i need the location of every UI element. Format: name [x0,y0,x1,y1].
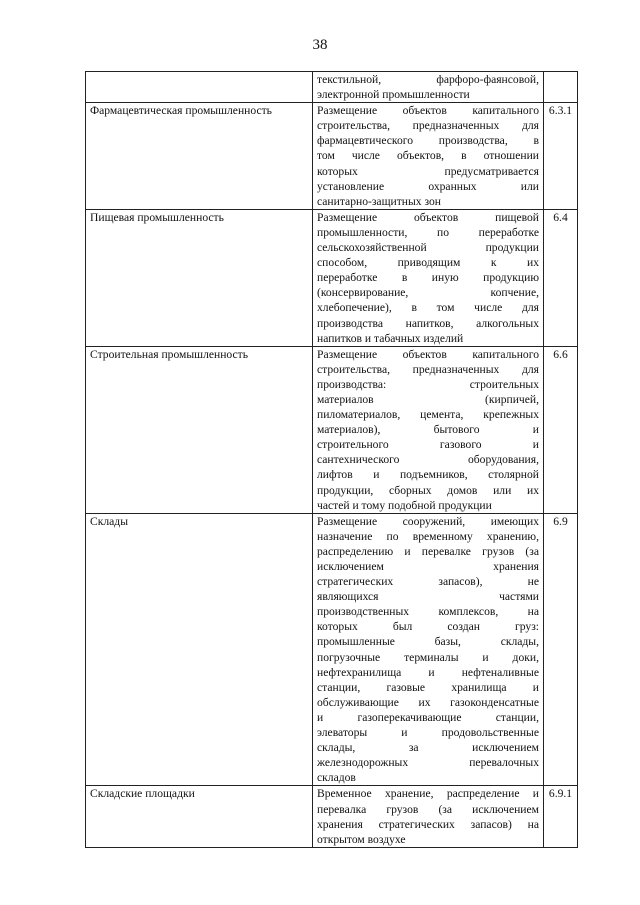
description-line: пиломатериалов, цемента, крепежных [317,408,539,422]
use-type-code-cell: 6.3.1 [544,103,578,210]
description-line: напитков и табачных изделий [317,331,464,345]
description-line: том числе объектов, в отношении [317,149,539,163]
table-body [86,72,578,848]
description-line: фармацевтического производства, в [317,134,539,148]
description-line: перевалка грузов (за исключением [317,802,539,816]
description-line: строительства, предназначенных для [317,362,539,376]
description-line: Размещение сооружений, имеющих [317,514,539,528]
description-line: (консервирование, копчение, [317,286,539,300]
description-line: обслуживающие их газоконденсатные [317,695,539,709]
description-line: открытом воздухе [317,832,406,846]
table-row [86,72,578,103]
use-type-name-cell: Строительная промышленность [86,346,313,513]
description-line: промышленности, по переработке [317,225,539,239]
description-line: продукции, сборных домов или их [317,483,539,497]
use-type-description-cell [313,513,544,786]
description-line: Временное хранение, распределение и [317,787,539,801]
description-line: промышленные базы, склады, [317,635,539,649]
description-line: нефтехранилища и нефтеналивные [317,665,539,679]
description-line: Размещение объектов капитального [317,347,539,361]
description-line: способом, приводящим к их [317,256,539,270]
use-type-name-cell [86,72,313,103]
land-use-table [85,71,578,848]
description-line: и газоперекачивающие станции, [317,710,539,724]
description-line: назначение по временному хранению, [317,529,539,543]
description-line: склады, за исключением [317,741,539,755]
description-line: материалов (кирпичей, [317,392,539,406]
description-line: сельскохозяйственной продукции [317,241,539,255]
description-line: которых был создан груз: [317,620,539,634]
description-line: хранения стратегических запасов) на [317,817,539,831]
description-line: распределению и перевалке грузов (за [317,544,539,558]
use-type-description-cell [313,72,544,103]
description-line: текстильной, фарфоро-фаянсовой, [317,73,539,86]
description-line: станции, газовые хранилища и [317,680,539,694]
description-line: складов [317,771,356,785]
use-type-name-cell: Склады [86,513,313,786]
description-line: которых предусматривается [317,164,539,178]
description-line: электронной промышленности [317,88,470,102]
description-line: строительного газового и [317,438,539,452]
description-line: погрузочные терминалы и доки, [317,650,539,664]
description-line: строительства, предназначенных для [317,119,539,133]
use-type-name-cell: Пищевая промышленность [86,209,313,346]
use-type-code-cell: 6.9 [544,513,578,786]
use-type-description-cell [313,103,544,210]
description-line: установление охранных или [317,179,539,193]
description-line: сантехнического оборудования, [317,453,539,467]
description-line: элеваторы и продовольственные [317,726,539,740]
use-type-code-cell: 6.6 [544,346,578,513]
description-line: материалов), бытового и [317,423,539,437]
table-row [86,786,578,847]
description-line: переработке в иную продукцию [317,271,539,285]
description-line: являющихся частями [317,590,539,604]
use-type-description-cell [313,346,544,513]
description-line: производства: строительных [317,377,539,391]
description-line: Размещение объектов капитального [317,104,539,118]
use-type-code-cell: 6.4 [544,209,578,346]
description-line: хлебопечение), в том числе для [317,301,539,315]
use-type-code-cell: 6.9.1 [544,786,578,847]
description-line: стратегических запасов), не [317,575,539,589]
table-row [86,209,578,346]
description-line: санитарно-защитных зон [317,194,441,208]
description-line: производственных комплексов, на [317,605,539,619]
use-type-name-cell: Фармацевтическая промышленность [86,103,313,210]
description-line: частей и тому подобной продукции [317,498,492,512]
use-type-code-cell [544,72,578,103]
use-type-description-cell [313,786,544,847]
page-number: 38 [312,37,328,53]
description-line: железнодорожных перевалочных [317,756,539,770]
table-row [86,346,578,513]
table-row [86,103,578,210]
description-line: лифтов и подъемников, столярной [317,468,539,482]
description-line: Размещение объектов пищевой [317,210,539,224]
description-line: производства напитков, алкогольных [317,316,539,330]
table-row [86,513,578,786]
description-line: исключением хранения [317,560,539,573]
use-type-description-cell [313,209,544,346]
use-type-name-cell: Складские площадки [86,786,313,847]
